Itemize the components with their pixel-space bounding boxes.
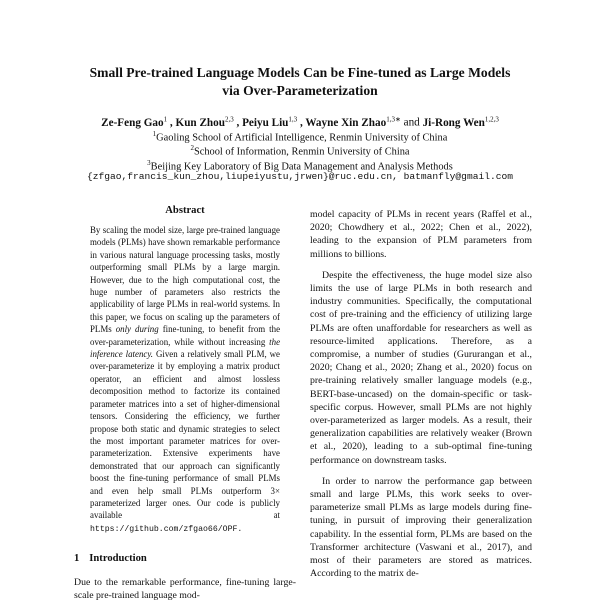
- right-paragraph-1: model capacity of PLMs in recent years (Raffel et al., 2020; Chowdhery et al., 2022; Chen et al., 2022), leading to the expansion of PLM parameters from millions to billions.: [310, 209, 532, 260]
- abstract-body: By scaling the model size, large pre-trained language models (PLMs) have shown remarkable performance in various natural language processing tasks, mostly outperforming small PLMs by a large margin. However, due to the high computational cost, the huge number of parameters also restricts the applicability of large PLMs in real-world systems. In this paper, we focus on scaling up the parameters of PLMs only during fine-tuning, to benefit from the over-parameterization, while without increasing the inference latency. Given a relatively small PLM, we over-parameterize it by employing a matrix product operator, an efficient and almost lossless decomposition method to factorize its contained parameter matrices into a set of higher-dimensional tensors. Considering the efficiency, we further propose both static and dynamic strategies to select the most important parameter matrices for over-parameterization. Extensive experiments have demonstrated that our approach can significantly boost the fine-tuning performance of small PLMs and even help small PLMs outperform 3× parameterized larger ones. Our code is publicly available at https://github.com/zfgao66/OPF.: [90, 225, 281, 534]
- abstract-heading: Abstract: [165, 205, 205, 216]
- author-3: Peiyu Liu$^{1,3}$: [242, 115, 298, 129]
- affiliation-2: $^2$School of Information, Renmin University of China: [190, 144, 410, 158]
- title-line-2: via Over-Parameterization: [222, 83, 378, 98]
- right-paragraph-2: Despite the effectiveness, the huge model size also limits the use of large PLMs in both research and industry communities. Specifically, the computational cost of pre-training and the efficiency of utilizing large PLMs are often unaffordable for researchers as well as resource-limited applications. Therefore, as a compromise, a number of studies (Gururangan et al., 2020; Chang et al., 2020; Zhang et al., 2020) focus on pre-training relatively smaller language models (e.g., BERT-base-uncased) on the domain-specific or task-specific corpus. However, small PLMs are not highly over-parameterized as larger models. As a result, their generalization capabilities are relatively weaker (Brown et al., 2020), leading to a sub-optimal fine-tuning performance on downstream tasks.: [310, 269, 532, 466]
- author-5: Ji-Rong Wen$^{1,2,3}$: [422, 115, 499, 129]
- right-paragraph-3: In order to narrow the performance gap between small and large PLMs, this work seeks to over-parameterize small PLMs as large models during fine-tuning, in pursuit of improving their generalization capability. In the essential form, PLMs are based on the Transformer architecture (Vaswani et al., 2017), and most of their parameters are stored as matrices. According to the matrix de-: [310, 475, 532, 580]
- affiliation-3: $^3$Beijing Key Laboratory of Big Data Management and Analysis Methods: [147, 159, 453, 173]
- affiliation-1: $^1$Gaoling School of Artificial Intelligence, Renmin University of China: [152, 130, 448, 144]
- author-4: Wayne Xin Zhao$^{1,3∗}$: [305, 115, 401, 129]
- author-2: Kun Zhou$^{2,3}$: [175, 115, 234, 129]
- author-1: Ze-Feng Gao$^1$: [101, 115, 168, 129]
- authors-and: and: [403, 116, 420, 129]
- introduction-text: Due to the remarkable performance, fine-tuning large-scale pre-trained language mod-: [74, 577, 296, 602]
- code-link[interactable]: https://github.com/zfgao66/OPF.: [90, 524, 243, 534]
- paper-title: [40, 64, 560, 100]
- right-column: [310, 208, 532, 588]
- author-email: {zfgao,francis_kun_zhou,liupeiyustu,jrwen}@ruc.edu.cn, batmanfly@gmail.com: [86, 171, 514, 182]
- author-list: Ze-Feng Gao$^1$ , Kun Zhou$^{2,3}$ , Peiyu Liu$^{1,3}$ , Wayne Xin Zhao$^{1,3∗}$ and Ji-Rong Wen$^{1,2,3}$: [101, 115, 499, 129]
- section-heading-introduction: 1 Introduction: [74, 553, 147, 564]
- title-line-1: Small Pre-trained Language Models Can be Fine-tuned as Large Models: [89, 65, 511, 80]
